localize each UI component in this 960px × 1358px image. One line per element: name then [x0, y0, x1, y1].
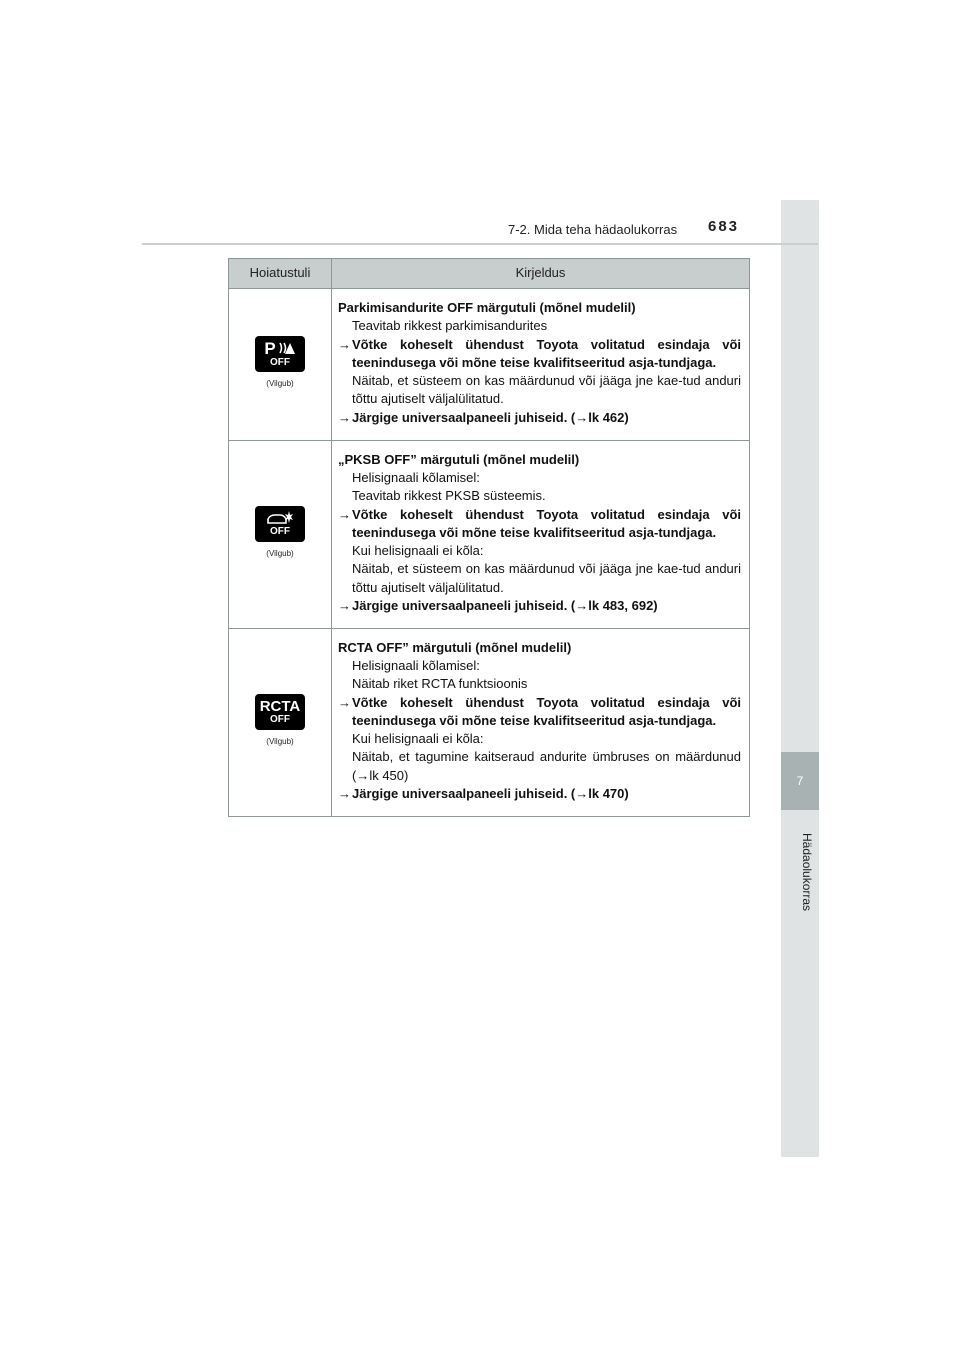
icon-label: OFF — [270, 526, 290, 538]
description-text: Helisignaali kõlamisel: — [352, 470, 480, 486]
table-row — [229, 289, 750, 441]
description-text: Kui helisignaali ei kõla: — [352, 731, 484, 747]
parking-sensor-off-icon — [255, 336, 305, 372]
light-title: Parkimisandurite OFF märgutuli (mõnel mudelil) — [338, 300, 636, 316]
description-cell — [332, 441, 750, 629]
icon-caption: (Vilgub) — [266, 736, 294, 746]
rcta-off-icon — [255, 694, 305, 730]
icon-cell — [229, 441, 332, 629]
icon-caption: (Vilgub) — [266, 378, 294, 388]
description-text: Kui helisignaali ei kõla: — [352, 543, 484, 559]
action-instruction: → Järgige universaalpaneeli juhiseid. (→lk 470) — [338, 785, 629, 801]
car-collision-icon — [266, 510, 294, 526]
description-text: Helisignaali kõlamisel: — [352, 658, 480, 674]
table-row — [229, 629, 750, 817]
table-header-row — [229, 259, 750, 289]
sensor-waves-icon — [278, 341, 296, 355]
chapter-label: Hädaolukorras — [800, 832, 814, 912]
section-title: 7-2. Mida teha hädaolukorras — [508, 222, 678, 237]
action-instruction: → Järgige universaalpaneeli juhiseid. (→lk 462) — [338, 409, 629, 425]
column-header-warning-light: Hoiatustuli — [229, 259, 332, 289]
icon-label: OFF — [270, 356, 290, 368]
icon-label: P — [264, 338, 276, 358]
column-header-description: Kirjeldus — [332, 259, 750, 289]
description-text: Näitab, et süsteem on kas määrdunud või jääga jne kae-tud anduri tõttu ajutiselt väljalülitatud. — [352, 561, 741, 595]
light-title: RCTA OFF” märgutuli (mõnel mudelil) — [338, 640, 572, 656]
description-text: Teavitab rikkest parkimisandurites — [352, 318, 548, 334]
icon-caption: (Vilgub) — [266, 548, 294, 558]
icon-cell — [229, 629, 332, 817]
action-instruction: → Võtke koheselt ühendust Toyota volitatud esindaja või teenindusega või mõne teise kvalifitseeritud asja-tundjaga. — [338, 694, 741, 728]
light-title: „PKSB OFF” märgutuli (mõnel mudelil) — [338, 452, 580, 468]
table-row — [229, 441, 750, 629]
description-text: Teavitab rikkest PKSB süsteemis. — [352, 488, 546, 504]
icon-cell — [229, 289, 332, 441]
icon-label: OFF — [270, 713, 290, 725]
action-instruction: → Võtke koheselt ühendust Toyota volitatud esindaja või teenindusega või mõne teise kvalifitseeritud asja-tundjaga. — [338, 336, 741, 370]
page-number: 683 — [708, 218, 740, 235]
description-text: Näitab riket RCTA funktsioonis — [352, 676, 528, 692]
icon-label: RCTA — [259, 697, 301, 715]
description-text: Näitab, et süsteem on kas määrdunud või jääga jne kae-tud anduri tõttu ajutiselt väljalülitatud. — [352, 373, 741, 407]
action-instruction: → Järgige universaalpaneeli juhiseid. (→lk 483, 692) — [338, 597, 658, 613]
pksb-off-icon — [255, 506, 305, 542]
description-text: Näitab, et tagumine kaitseraud andurite ümbruses on määrdunud (→lk 450) — [352, 749, 741, 783]
description-cell — [332, 289, 750, 441]
description-cell — [332, 629, 750, 817]
action-instruction: → Võtke koheselt ühendust Toyota volitatud esindaja või teenindusega või mõne teise kvalifitseeritud asja-tundjaga. — [338, 506, 741, 540]
header-rule — [142, 243, 818, 245]
side-tab-bar — [781, 200, 819, 1157]
chapter-number-tab: 7 — [781, 752, 819, 810]
warning-lights-table — [228, 258, 750, 817]
